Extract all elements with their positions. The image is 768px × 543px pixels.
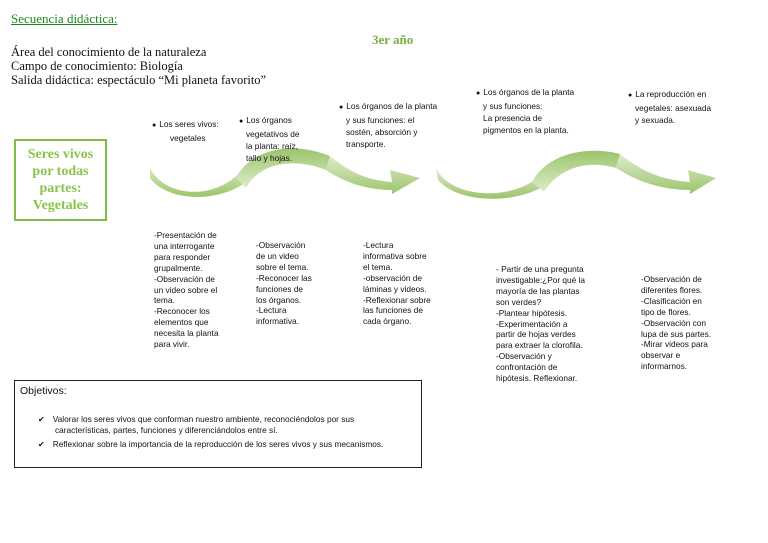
topic-item: ● Los órganos de la planta y sus funciones: La presencia de pigmentos en la planta. bbox=[476, 87, 575, 135]
arrow-segment bbox=[150, 164, 252, 197]
activity-column: - Partir de una pregunta investigable:¿Por qué la mayoría de las plantas son verdes? -Plantear hipótesis. -Experimentación a partir de hojas verdes para extraer la clorofila. -Observación y confrontación de hipótesis. Reflexionar. bbox=[496, 264, 586, 384]
arrow-segment bbox=[326, 156, 420, 194]
activity-column: -Observación de diferentes flores. -Clasificación en tipo de flores. -Observación con lupa de sus partes. -Mirar videos para observar e informarnos. bbox=[641, 274, 712, 372]
objective-item: ✔ Reflexionar sobre la importancia de la reproducción de los seres vivos y sus mecanismos. bbox=[38, 439, 384, 449]
checkmark-icon: ✔ bbox=[38, 415, 45, 424]
activity-column: -Lectura informativa sobre el tema. -observación de láminas y videos. -Reflexionar sobre las funciones de cada órgano. bbox=[363, 240, 431, 327]
salida-line: Salida didáctica: espectáculo “Mi planeta favorito” bbox=[11, 73, 267, 87]
grade-label: 3er año bbox=[372, 32, 414, 47]
arrow-segment bbox=[616, 154, 716, 194]
checkmark-icon: ✔ bbox=[38, 440, 45, 449]
objectives-title: Objetivos: bbox=[20, 385, 67, 397]
document-title: Secuencia didáctica: bbox=[11, 11, 118, 26]
topic-item: ● La reproducción en vegetales: asexuada y sexuada. bbox=[628, 89, 712, 125]
topic-item: ● Los órganos vegetativos de la planta: raíz, tallo y hojas. bbox=[239, 115, 300, 163]
topic-item: ● Los órganos de la planta y sus funciones: el sostén, absorción y transporte. bbox=[339, 101, 438, 149]
arrow-segment bbox=[532, 151, 620, 192]
main-topic-line: partes: bbox=[39, 181, 82, 196]
main-topic-line: Seres vivos bbox=[27, 147, 94, 162]
topic-item: ● Los seres vivos: vegetales bbox=[152, 119, 219, 143]
campo-line: Campo de conocimiento: Biología bbox=[11, 59, 183, 73]
main-topic-line: Vegetales bbox=[32, 198, 89, 213]
area-line: Área del conocimiento de la naturaleza bbox=[11, 45, 207, 59]
objective-item: ✔ Valorar los seres vivos que conforman nuestro ambiente, reconociéndolos por sus características, partes, funciones y diferenciándolos entre sí. bbox=[38, 414, 355, 435]
activity-column: -Observación de un video sobre el tema. -Reconocer las funciones de los órganos. -Lectura informativa. bbox=[256, 240, 312, 327]
main-topic-line: por todas bbox=[32, 164, 89, 179]
activity-column: -Presentación de una interrogante para responder grupalmente. -Observación de un video sobre el tema. -Reconocer los elementos que necesita la planta para vivir. bbox=[154, 230, 219, 350]
